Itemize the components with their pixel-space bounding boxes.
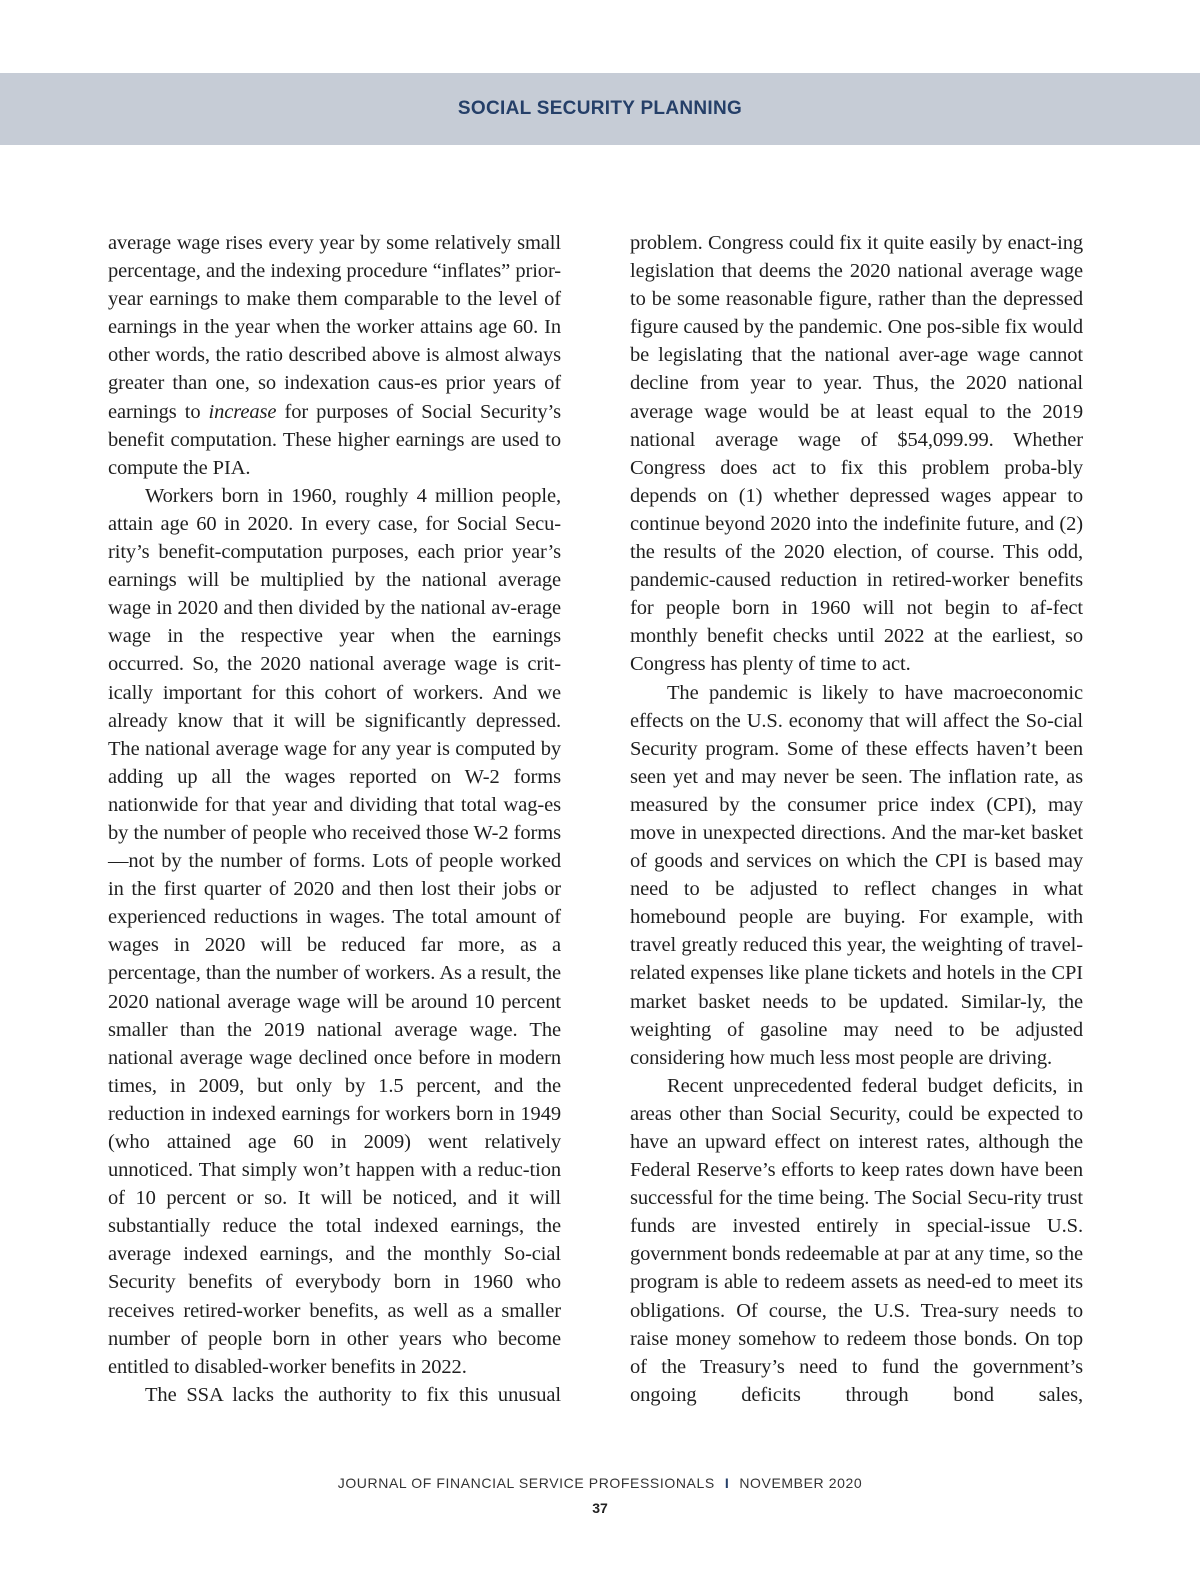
paragraph	[108, 229, 561, 482]
paragraph: The SSA lacks the authority to fix this unusual	[145, 1383, 561, 1406]
paragraph: The pandemic is likely to have macroeconomic effects on the U.S. economy that will affect the So-cial Security program. Some of these effects haven’t been seen yet and may never be seen. The inflation rate, as measured by the consumer price index (CPI), may move in unexpected directions. And the mar-ket basket of goods and services on which the CPI is based may need to be adjusted to reflect changes in what homebound people are buying. For example, with travel greatly reduced this year, the weighting of travel-related expenses like plane tickets and hotels in the CPI market basket needs to be updated. Similar-ly, the weighting of gasoline may need to be adjusted considering how much less most people are driving.	[630, 681, 1083, 1069]
paragraph: Workers born in 1960, roughly 4 million people, attain age 60 in 2020. In every case, for Social Secu-rity’s benefit-computation purposes, each prior year’s earnings will be multiplied by the national average wage in 2020 and then divided by the national av-erage wage in the respective year when the earnings occurred. So, the 2020 national average wage is crit-ically important for this cohort of workers. And we already know that it will be significantly depressed. The national average wage for any year is computed by adding up all the wages reported on W-2 forms nationwide for that year and dividing that total wag-es by the number of people who received those W-2 forms—not by the number of forms. Lots of people worked in the first quarter of 2020 and then lost their jobs or experienced reductions in wages. The total amount of wages in 2020 will be reduced far more, as a percentage, than the number of workers. As a result, the 2020 national average wage will be around 10 percent smaller than the 2019 national average wage. The national average wage declined once before in modern times, in 2009, but only by 1.5 percent, and the reduction in indexed earnings for workers born in 1949 (who attained age 60 in 2009) went relatively unnoticed. That simply won’t happen with a reduc-tion of 10 percent or so. It will be noticed, and it will substantially reduce the total indexed earnings, the average indexed earnings, and the monthly So-cial Security benefits of everybody born in 1960 who receives retired-worker benefits, as well as a smaller number of people born in other years who become entitled to disabled-worker benefits in 2022.	[108, 484, 561, 1378]
paragraph: Recent unprecedented federal budget deficits, in areas other than Social Security, could be expected to have an upward effect on interest rates, although the Federal Reserve’s efforts to keep rates down have been successful for the time being. The Social Secu-rity trust funds are invested entirely in special-issue U.S. government bonds redeemable at par at any time, so the program is able to redeem assets as need-ed to meet its obligations. Of course, the U.S. Trea-sury needs to raise money somehow to redeem those bonds. On top of the Treasury’s need to fund the government’s ongoing deficits through bond sales,	[630, 1074, 1083, 1406]
section-header-banner	[0, 73, 1200, 145]
page-number: 37	[592, 1500, 608, 1516]
footer	[0, 1475, 1200, 1491]
emphasized-word: increase	[208, 400, 277, 423]
paragraph: problem. Congress could fix it quite easily by enact-ing legislation that deems the 2020 national average wage to be some reasonable figure, rather than the depressed figure caused by the pandemic. One pos-sible fix would be legislating that the national aver-age wage cannot decline from year to year. Thus, the 2020 national average wage would be at least equal to the 2019 national average wage of $54,099.99. Whether Congress does act to fix this problem proba-bly depends on (1) whether depressed wages appear to continue beyond 2020 into the indefinite future, and (2) the results of the 2020 election, of course. This odd, pandemic-caused reduction in retired-worker benefits for people born in 1960 will not begin to af-fect monthly benefit checks until 2022 at the earliest, so Congress has plenty of time to act.	[630, 232, 1083, 676]
issue-date: NOVEMBER 2020	[739, 1475, 863, 1491]
footer-separator: I	[724, 1475, 730, 1491]
section-title: SOCIAL SECURITY PLANNING	[457, 98, 743, 119]
left-column	[108, 229, 561, 1409]
right-column	[630, 229, 1083, 1409]
journal-name: JOURNAL OF FINANCIAL SERVICE PROFESSIONALS	[337, 1475, 715, 1491]
paragraph-text: for purposes of Social Security’s benefit computation. These higher earnings are used to compute the PIA.	[108, 400, 561, 479]
paragraph-text: average wage rises every year by some relatively small percentage, and the indexing procedure “inflates” prior-year earnings to make them comparable to the level of earnings in the year when the worker attains age 60. In other words, the ratio described above is almost always greater than one, so indexation caus-es prior years of earnings to	[108, 232, 561, 423]
